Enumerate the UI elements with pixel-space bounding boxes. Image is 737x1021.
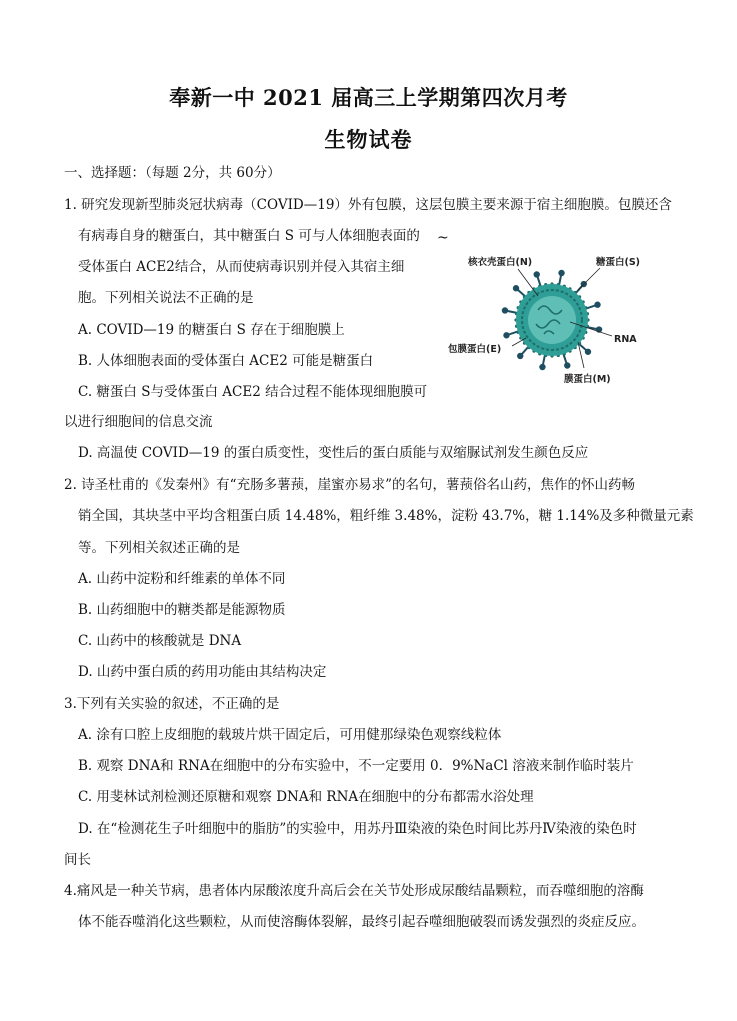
q3-option-b: B. 观察 DNA和 RNA在细胞中的分布实验中，不一定要用 0．9%NaCl 溶液来制作临时装片 (78, 758, 634, 774)
spike-head (558, 270, 564, 276)
q1-line-4: 胞。下列相关说法不正确的是 (78, 290, 254, 306)
q3-option-d-cont: 间长 (64, 852, 91, 868)
leader-s (578, 268, 600, 290)
virus-diagram (440, 238, 680, 398)
q2-line-3: 等。下列相关叙述正确的是 (78, 540, 240, 556)
spike-head (503, 332, 509, 338)
q1-option-d: D. 高温使 COVID—19 的蛋白质变性，变性后的蛋白质能与双缩脲试剂发生颜色反应 (78, 445, 589, 461)
q1-option-c: C. 糖蛋白 S与受体蛋白 ACE2 结合过程不能体现细胞膜可 (78, 384, 428, 400)
section-heading: 一、选择题：（每题 2分，共 60分） (64, 165, 281, 181)
label-envelope-protein: 包膜蛋白(E) (448, 344, 502, 355)
q4-line-1: 4.痛风是一种关节病，患者体内尿酸浓度升高后会在关节处形成尿酸结晶颗粒，而吞噬细胞的溶酶 (64, 883, 644, 899)
label-rna: RNA (614, 334, 637, 345)
label-membrane-protein: 膜蛋白(M) (564, 374, 611, 385)
q1-line-3: 受体蛋白 ACE2结合，从而使病毒识别并侵入其宿主细 (78, 259, 405, 275)
q3-option-d: D. 在“检测花生子叶细胞中的脂肪”的实验中，用苏丹Ⅲ染液的染色时间比苏丹Ⅳ染液的染色时 (78, 821, 637, 837)
spike-head (513, 285, 519, 291)
exam-subtitle: 生物试卷 (324, 127, 413, 152)
figure-tilde-mark: ~ (437, 230, 449, 246)
spike-head (585, 349, 591, 355)
q2-option-d: D. 山药中蛋白质的药用功能由其结构决定 (78, 664, 327, 680)
q4-line-2: 体不能吞噬消化这些颗粒，从而使溶酶体裂解，最终引起吞噬细胞破裂而诱发强烈的炎症反应。 (78, 914, 645, 930)
spike-head (517, 353, 523, 359)
spike-head (502, 307, 508, 313)
q1-option-b: B. 人体细胞表面的受体蛋白 ACE2 可能是糖蛋白 (78, 353, 374, 369)
spike-head (539, 364, 545, 370)
q2-line-1: 2. 诗圣杜甫的《发秦州》有“充肠多薯蓣，崖蜜亦易求”的名句，薯蓣俗名山药，焦作的怀山药畅 (64, 477, 635, 493)
spike-head (594, 302, 600, 308)
q1-line-1: 1. 研究发现新型肺炎冠状病毒（COVID—19）外有包膜，这层包膜主要来源于宿主细胞膜。包膜还含 (64, 197, 672, 213)
exam-title: 奉新一中 2021 届高三上学期第四次月考 (169, 85, 568, 110)
label-spike-glycoprotein: 糖蛋白(S) (596, 257, 641, 268)
q2-option-a: A. 山药中淀粉和纤维素的单体不同 (78, 571, 286, 587)
q2-option-c: C. 山药中的核酸就是 DNA (78, 633, 242, 649)
q3-option-a: A. 涂有口腔上皮细胞的载玻片烘干固定后，可用健那绿染色观察线粒体 (78, 727, 502, 743)
spike-head (534, 271, 540, 277)
q3-stem: 3.下列有关实验的叙述，不正确的是 (64, 696, 280, 712)
q3-option-c: C. 用斐林试剂检测还原糖和观察 DNA和 RNA在细胞中的分布都需水浴处理 (78, 789, 534, 805)
label-nucleocapsid: 核衣壳蛋白(N) (468, 257, 533, 268)
q1-option-a: A. COVID—19 的糖蛋白 S 存在于细胞膜上 (78, 322, 345, 338)
spike-head (564, 362, 570, 368)
q1-line-2: 有病毒自身的糖蛋白，其中糖蛋白 S 可与人体细胞表面的 (78, 228, 420, 244)
q2-line-2: 销全国，其块茎中平均含粗蛋白质 14.48%，粗纤维 3.48%，淀粉 43.7%，糖 1.14%及多种微量元素 (78, 508, 694, 524)
q1-option-c-cont: 以进行细胞间的信息交流 (64, 414, 213, 430)
q2-option-b: B. 山药细胞中的糖类都是能源物质 (78, 602, 286, 618)
